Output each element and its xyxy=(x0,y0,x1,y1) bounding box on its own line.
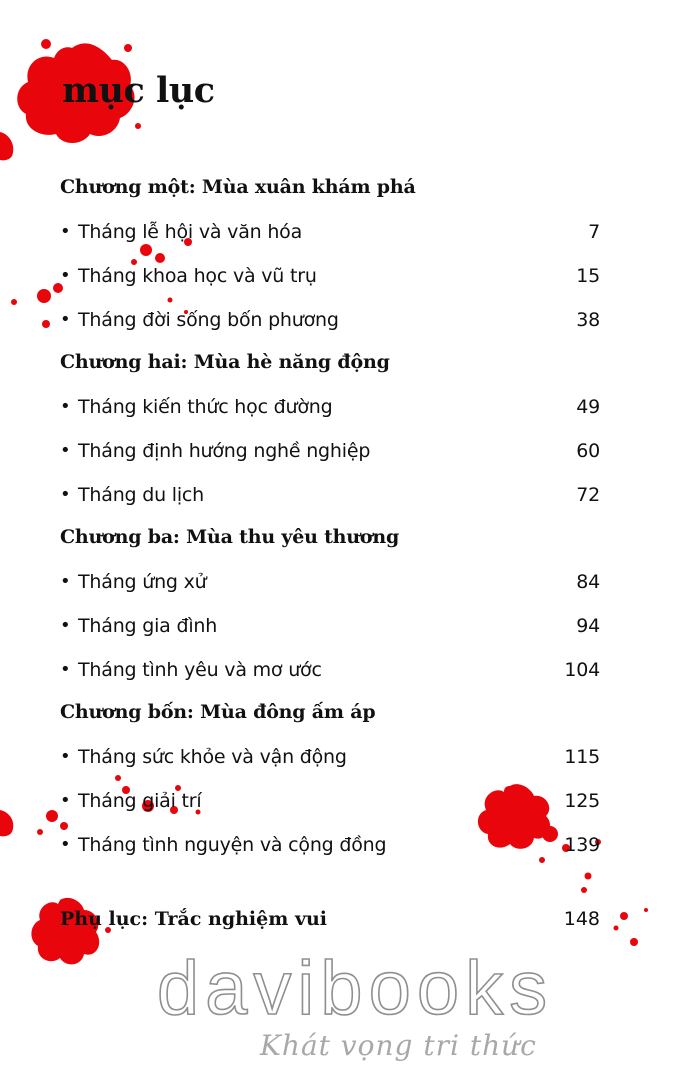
entry-label: Tháng kiến thức học đường xyxy=(78,396,333,418)
entry-page-number: 7 xyxy=(588,221,600,243)
bullet-icon: • xyxy=(60,484,71,505)
entry-label: Tháng tình nguyện và cộng đồng xyxy=(78,834,387,856)
toc-entry xyxy=(60,385,600,429)
entry-label: Tháng gia đình xyxy=(78,615,218,637)
toc-section xyxy=(60,517,600,692)
bullet-icon: • xyxy=(60,309,71,330)
toc-section xyxy=(60,342,600,517)
entry-label: Tháng đời sống bốn phương xyxy=(78,309,339,331)
entry-page-number: 60 xyxy=(576,440,600,462)
section-heading: Chương ba: Mùa thu yêu thương xyxy=(60,526,400,548)
toc-entry xyxy=(60,473,600,517)
entry-label: Tháng du lịch xyxy=(78,484,205,506)
bullet-icon: • xyxy=(60,659,71,680)
appendix-entry xyxy=(60,897,600,941)
bullet-icon: • xyxy=(60,221,71,242)
bullet-icon: • xyxy=(60,440,71,461)
entry-page-number: 38 xyxy=(576,309,600,331)
entry-label: Tháng giải trí xyxy=(78,790,202,812)
entry-page-number: 15 xyxy=(576,265,600,287)
entry-label: Tháng sức khỏe và vận động xyxy=(78,746,347,768)
entry-page-number: 104 xyxy=(564,659,600,681)
watermark-brand: davibooks xyxy=(156,946,554,1031)
appendix-label: Phụ lục: Trắc nghiệm vui xyxy=(60,908,328,930)
bullet-icon: • xyxy=(60,790,71,811)
toc-entry xyxy=(60,254,600,298)
entry-page-number: 125 xyxy=(564,790,600,812)
entry-label: Tháng khoa học và vũ trụ xyxy=(78,265,317,287)
toc-entry xyxy=(60,648,600,692)
page-title: mục lục xyxy=(62,70,215,111)
toc-list xyxy=(60,167,600,941)
entry-page-number: 84 xyxy=(576,571,600,593)
entry-page-number: 139 xyxy=(564,834,600,856)
toc-entry xyxy=(60,298,600,342)
section-heading: Chương một: Mùa xuân khám phá xyxy=(60,176,416,198)
bullet-icon: • xyxy=(60,571,71,592)
section-heading: Chương bốn: Mùa đông ấm áp xyxy=(60,701,376,723)
bullet-icon: • xyxy=(60,746,71,767)
appendix-page-number: 148 xyxy=(563,908,600,930)
entry-page-number: 115 xyxy=(564,746,600,768)
toc-entry xyxy=(60,210,600,254)
entry-page-number: 72 xyxy=(576,484,600,506)
entry-page-number: 49 xyxy=(576,396,600,418)
entry-label: Tháng lễ hội và văn hóa xyxy=(78,221,303,243)
toc-entry xyxy=(60,735,600,779)
section-heading: Chương hai: Mùa hè năng động xyxy=(60,351,390,373)
entry-page-number: 94 xyxy=(576,615,600,637)
entry-label: Tháng định hướng nghề nghiệp xyxy=(78,440,371,462)
entry-label: Tháng tình yêu và mơ ước xyxy=(78,659,322,681)
toc-entry xyxy=(60,429,600,473)
watermark-tagline: Khát vọng tri thức xyxy=(260,1029,537,1062)
toc-entry xyxy=(60,823,600,867)
bullet-icon: • xyxy=(60,396,71,417)
toc-section xyxy=(60,167,600,342)
bullet-icon: • xyxy=(60,615,71,636)
toc-entry xyxy=(60,779,600,823)
bullet-icon: • xyxy=(60,834,71,855)
toc-entry xyxy=(60,560,600,604)
toc-section xyxy=(60,692,600,867)
entry-label: Tháng ứng xử xyxy=(78,571,207,593)
toc-entry xyxy=(60,604,600,648)
bullet-icon: • xyxy=(60,265,71,286)
